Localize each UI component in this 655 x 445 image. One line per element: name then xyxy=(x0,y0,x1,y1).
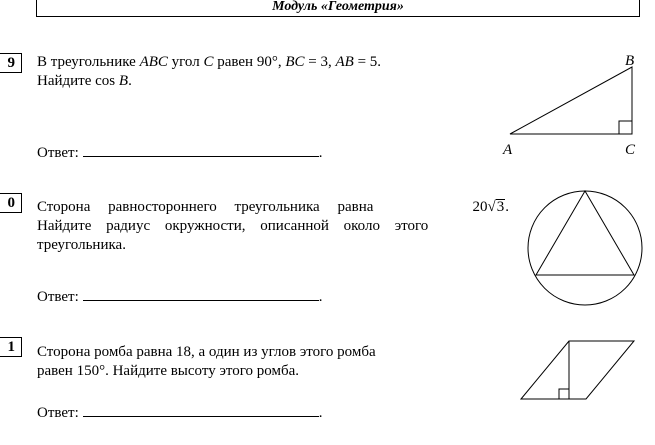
circumcircle xyxy=(528,191,642,305)
problem-11-line2: равен 150°. Найдите высоту этого ромба. xyxy=(37,363,300,379)
rhombus xyxy=(521,341,634,399)
equilateral-triangle xyxy=(536,191,634,275)
problem-9-line1: В треугольнике ABC угол C равен 90°, BC = 3, AB = 5. xyxy=(37,54,382,70)
problem-number-11: 1 xyxy=(0,337,22,357)
right-angle-mark xyxy=(559,389,569,399)
problem-9-line2: Найдите cos B. xyxy=(37,73,132,89)
problem-10-line2: Найдите радиус окружности, описанной около этого xyxy=(37,218,429,234)
problem-11-answer: Ответ: . xyxy=(37,405,323,421)
module-title: Модуль «Геометрия» xyxy=(272,0,404,14)
module-header xyxy=(36,0,640,17)
problem-9-answer: Ответ: . xyxy=(37,145,323,161)
problem-10-answer: Ответ: . xyxy=(37,289,323,305)
problem-number-10: 0 xyxy=(0,193,22,213)
answer-blank-11[interactable] xyxy=(83,403,319,417)
problem-10-line1: Сторона равностороннего треугольника равна 20√3. xyxy=(37,199,509,215)
inscribed-triangle-figure xyxy=(525,187,649,311)
right-triangle-figure xyxy=(495,50,645,160)
vertex-label-a: A xyxy=(503,142,513,158)
vertex-label-c: C xyxy=(625,142,636,158)
problem-10-line3: треугольника. xyxy=(37,237,126,253)
right-angle-mark xyxy=(619,121,632,134)
problem-10-text xyxy=(37,198,509,255)
vertex-label-b: B xyxy=(625,53,635,69)
answer-blank-10[interactable] xyxy=(83,287,319,301)
rhombus-figure xyxy=(515,330,645,410)
answer-blank-9[interactable] xyxy=(83,143,319,157)
answer-label: Ответ: xyxy=(37,289,79,305)
answer-label: Ответ: xyxy=(37,145,79,161)
problem-number-9: 9 xyxy=(0,53,22,73)
problem-9-text xyxy=(37,53,497,91)
problem-11-line1: Сторона ромба равна 18, а один из углов этого ромба xyxy=(37,344,376,360)
answer-label: Ответ: xyxy=(37,405,79,421)
problem-11-text xyxy=(37,343,477,381)
